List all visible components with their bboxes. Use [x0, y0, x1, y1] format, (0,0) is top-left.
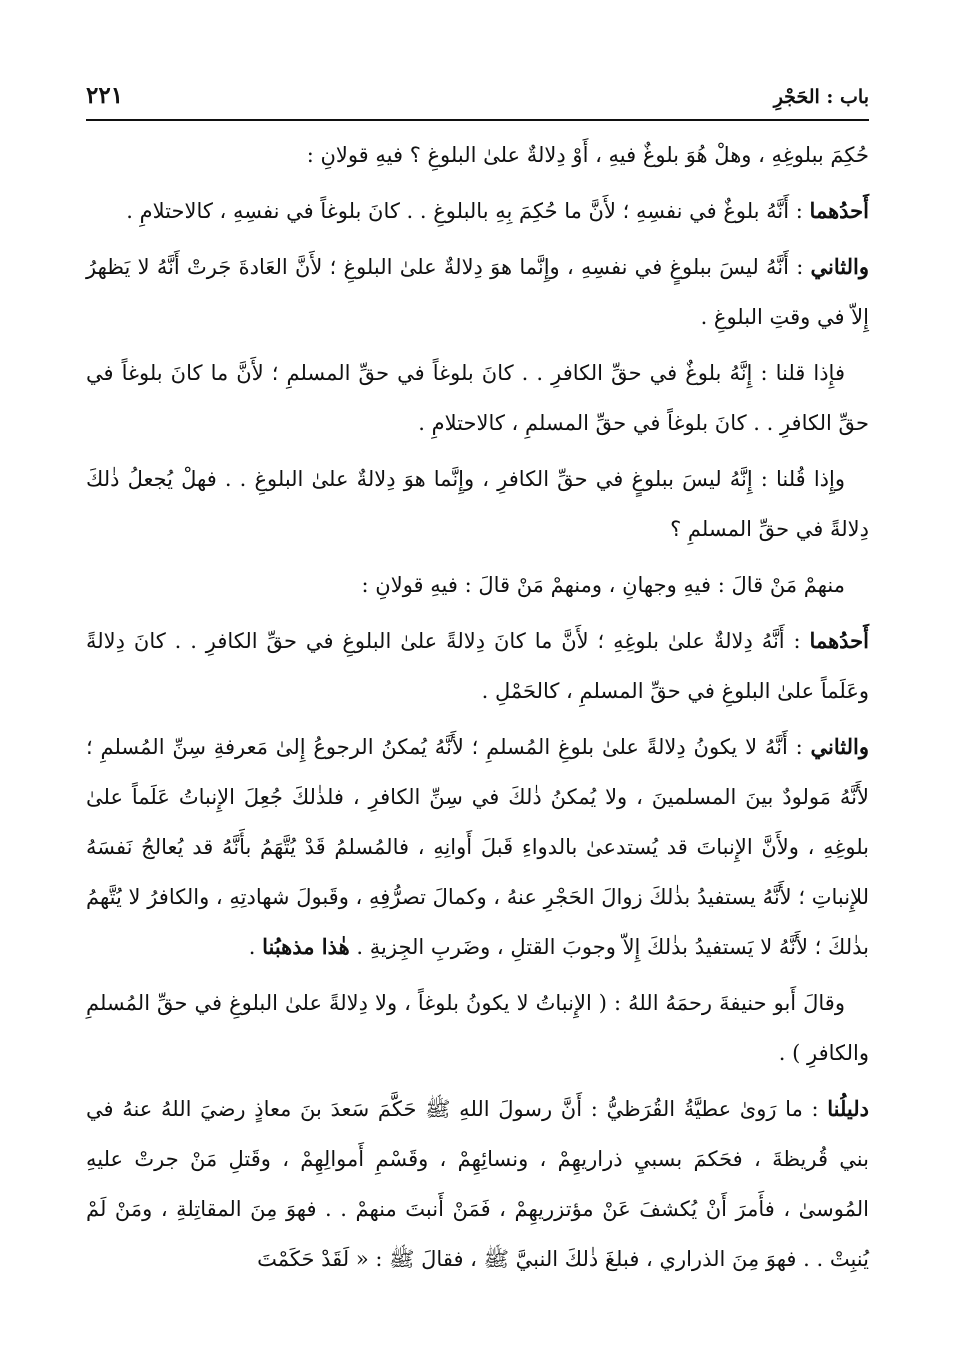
- paragraph-2: [86, 186, 869, 236]
- paragraph-text: فإِذا قلنا : إِنَّهُ بلوغٌ في حقِّ الكافرِ . . كانَ بلوغاً في حقِّ المسلمِ ؛ لأَنَّ ما كانَ بلوغاً في حقِّ الكافرِ . . كانَ بلوغاً في حقِّ المسلمِ ، كالاحتلامِ .: [86, 361, 869, 435]
- paragraph-text: منهمْ مَنْ قالَ : فيهِ وجهانِ ، ومنهمْ مَنْ قالَ : فيهِ قولانِ :: [361, 573, 845, 597]
- paragraph-5: [86, 454, 869, 554]
- paragraph-7: [86, 616, 869, 716]
- paragraph-6: [86, 560, 869, 610]
- chapter-title: باب : الحَجْرِ: [773, 86, 869, 108]
- paragraph-10: [86, 1084, 869, 1284]
- paragraph-text: : أَنَّهُ بلوغٌ في نفسِهِ ؛ لأَنَّ ما حُكِمَ بِهِ بالبلوغِ . . كانَ بلوغاً في نفسِهِ ، كالاحتلامِ .: [126, 199, 810, 223]
- paragraph-text: : أَنَّهُ ليسَ ببلوغٍ في نفسِهِ ، وإِنَّما هوَ دِلالةٌ علىٰ البلوغِ ؛ لأَنَّ العَادةَ جَرتْ أَنَّهُ لا يَظهرُ إِلاّ في وقتِ البلوغِ .: [86, 255, 869, 329]
- main-text: [86, 130, 869, 1290]
- paragraph-lead: أَحدُهما: [809, 198, 869, 223]
- paragraph-text: حُكِمَ ببلوغِهِ ، وهلْ هُوَ بلوغٌ فيهِ ، أَوْ دِلالةٌ علىٰ البلوغِ ؟ فيهِ قولانِ :: [306, 143, 869, 167]
- paragraph-lead: والثاني: [810, 254, 869, 279]
- paragraph-text: : أَنَّهُ لا يكونُ دِلالةً علىٰ بلوغِ المُسلمِ ؛ لأَنَّهُ يُمكنُ الرجوعُ إِلىٰ مَعرفةِ سِنِّ المُسلمِ ؛ لأَنَّهُ مَولودٌ بينَ المسلمينَ ، ولا يُمكنُ ذٰلكَ في سِنِّ الكافرِ ، فلذٰلكَ جُعِلَ الإِنباتُ عَلَماً علىٰ بلوغِهِ ، ولأَنَّ الإِنباتَ قد يُستدعىٰ بالدواءِ قَبلَ أَوانِهِ ، فالمُسلمُ قَدْ يُتَّهَمُ بأَنَّهُ قد يُعالجُ نَفسَهُ للإِنباتِ ؛ لأَنَّهُ يستفيدُ بذٰلكَ زوالَ الحَجْرِ عنهُ ، وكمالَ تصرُّفِهِ ، وقَبولَ شهادتِهِ ، والكافرُ لا يُتَّهمُ بذٰلكَ ؛ لأَنَّهُ لا يَستفيدُ بذٰلكَ إِلاّ وجوبَ القتلِ ، وضَربِ الجِزيةِ .: [86, 735, 869, 959]
- paragraph-lead: دليلُنا: [827, 1096, 869, 1121]
- paragraph-text: وإِذا قُلنا : إِنَّهُ ليسَ ببلوغٍ في حقِّ الكافرِ ، وإِنَّما هوَ دِلالةٌ علىٰ البلوغِ . . فهلْ يُجعلُ ذٰلكَ دِلالةً في حقِّ المسلمِ ؟: [86, 467, 869, 541]
- header-divider: [86, 119, 869, 121]
- paragraph-text: : أَنَّهُ دِلالةٌ علىٰ بلوغِهِ ؛ لأَنَّ ما كانَ دِلالةً علىٰ البلوغِ في حقِّ الكافرِ . . كانَ دِلالةً وعَلَماً علىٰ البلوغِ في حقِّ المسلمِ ، كالحَمْلِ .: [86, 629, 869, 703]
- paragraph-3: [86, 242, 869, 342]
- page-number: ٢٢١: [86, 82, 124, 109]
- paragraph-1: [86, 130, 869, 180]
- paragraph-text: وقالَ أَبو حنيفةَ رحمَهُ اللهُ : ( الإِنباتُ لا يكونُ بلوغاً ، ولا دِلالةً علىٰ البلوغِ في حقِّ المُسلمِ والكافرِ ) .: [86, 991, 869, 1065]
- page-header: [86, 78, 869, 114]
- paragraph-4: [86, 348, 869, 448]
- paragraph-9: [86, 978, 869, 1078]
- paragraph-text: : ما رَوىٰ عطيَّةُ القُرَظيُّ : أَنَّ رسولَ اللهِ ﷺ حَكَّمَ سَعدَ بنَ معاذٍ رضيَ اللهُ عنهُ في بني قُريظةَ ، فحَكمَ بسبيِ ذراريهِمْ ، ونسائِهِمْ ، وقَسْمِ أَموالِهِمْ ، وقَتلِ مَنْ جرتْ عليهِ المُوسىٰ ، فأَمرَ أَنْ يُكشفَ عَنْ مؤتزريهِمْ ، فَمَنْ أَنبتَ منهمْ . . فهوَ مِنَ المقاتِلةِ ، ومَنْ لَمْ يُنبِتْ . . فهوَ مِنَ الذراري ، فبلغَ ذٰلكَ النبيَّ ﷺ ، فقالَ ﷺ : « لَقَدْ حَكَمْتَ: [86, 1097, 869, 1271]
- paragraph-lead: والثاني: [810, 734, 869, 759]
- school-position-phrase: هٰذا مذهبُنا: [262, 934, 350, 959]
- paragraph-end: .: [248, 935, 263, 959]
- paragraph-lead: أَحدُهما: [809, 628, 869, 653]
- paragraph-8: [86, 722, 869, 972]
